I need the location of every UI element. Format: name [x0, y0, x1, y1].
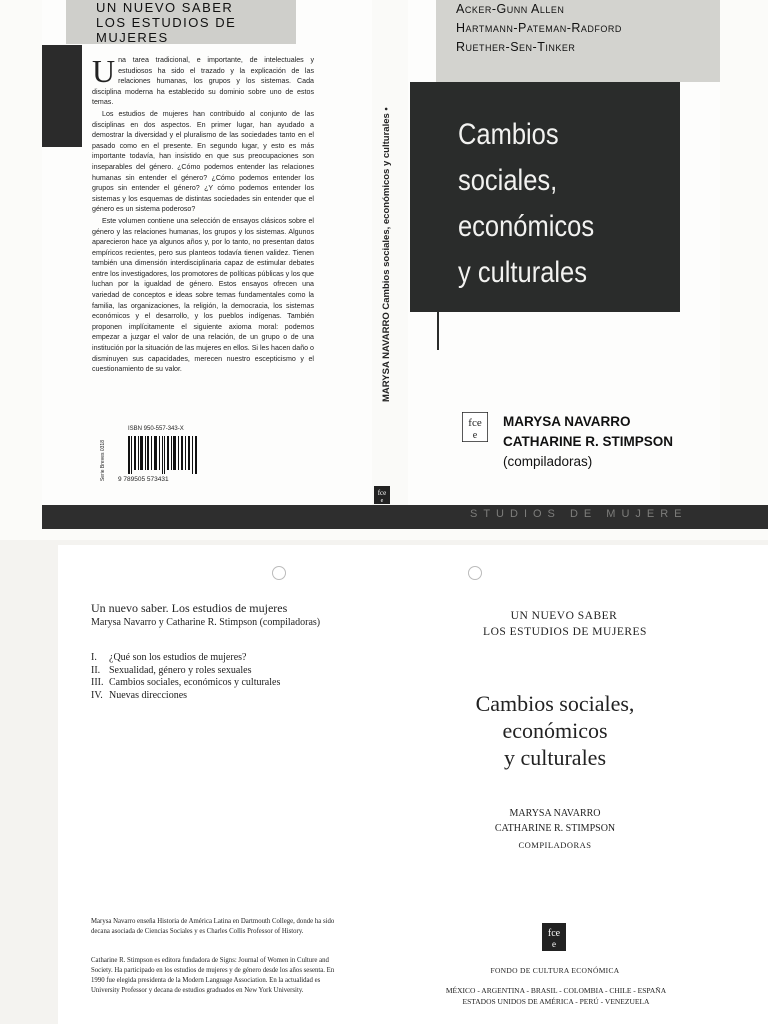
blurb-paragraph: Este volumen contiene una selección de ensayos clásicos sobre el género y las relaciones humanas, los grupos y los sistemas. Algunos aparecieron hace ya algunos años y, por lo tanto, no presentan datos empíricos recientes, pero sus planteos todavía tienen validez. Tienen también una dimensión interdisciplinaria capaz de estimular debates entre los investigadores, los promotores de políticas públicas y los que luchan por la igualdad de género. Estos ensayos ofrecen una variedad de conceptos e ideas sobre temas fundamentales como la familia, las organizaciones, la religión, la democracia, los sistemas económicos y el desarrollo, y los pueblos indígenas. También proponen implícitamente el siguiente axioma moral: podemos empezar a juzgar el valor de una relación, de un grupo o de una institución por la situación de las mujeres en ellos. Si les hacen daño o disminuyen sus capacidades, merecen nuestro escepticismo y el cuestionamiento de su valor.	[92, 216, 315, 374]
title-line: Cambios sociales,	[475, 691, 635, 716]
title-line: Cambios	[458, 118, 559, 151]
title-page-role: COMPILADORAS	[518, 840, 592, 850]
list-item	[91, 665, 280, 678]
barcode-icon	[128, 436, 198, 474]
spine-title: MARYSA NAVARRO Cambios sociales, económicos y culturales •	[381, 107, 392, 403]
title-page-title	[450, 690, 660, 771]
volume-number: II.	[91, 664, 101, 676]
drop-cap: U	[92, 53, 116, 89]
series-line-2: LOS ESTUDIOS DE MUJERES	[96, 15, 237, 45]
left-page-series-title: Un nuevo saber. Los estudios de mujeres	[91, 601, 288, 615]
svg-text:fce: fce	[547, 928, 561, 939]
binding-hole-icon	[272, 566, 286, 580]
front-cover-role: (compiladoras)	[503, 454, 593, 469]
blurb-paragraph: Los estudios de mujeres han contribuido al conjunto de las disciplinas en dos aspectos. En primer lugar, han ayudado a demostrar la diversidad y el pluralismo de las sociedades tanto en el pasado como en el presente. En segundo lugar, y esto es más importante todavía, han insistido en que sus preocupaciones son inseparables del género. ¿Cómo podemos entender las relaciones humanas sin entender el género? ¿Cómo podemos entender los grupos sin entender el género? ¿Y cómo podemos entender los sistemas y los esquemas de distintas sociedades sin entender que el género es un sistema poderoso?	[92, 109, 314, 214]
editor-bio-stimpson: Catharine R. Stimpson es editora fundadora de Signs: Journal of Women in Culture and Society. Ha participado en los estudios de mujeres y de género desde los años sesenta. En 1990 fue elegida presidenta de la Modern Language Association. En la actualidad es University Professor y decana de estudios graduados en New York University.	[91, 957, 335, 994]
svg-text:e: e	[472, 430, 478, 441]
fce-logo-icon	[462, 412, 488, 442]
left-page-editors: Marysa Navarro y Catharine R. Stimpson (compiladoras)	[91, 617, 321, 628]
svg-text:fce: fce	[468, 417, 482, 429]
author-line: Hartmann-Pateman-Radford	[456, 21, 622, 35]
list-item	[91, 652, 280, 665]
volume-number: I.	[91, 652, 97, 663]
volume-number: IV.	[91, 689, 103, 701]
svg-text:fce: fce	[377, 489, 387, 497]
title-line: sociales,	[458, 164, 558, 197]
back-cover-series-header	[66, 0, 296, 44]
blurb-paragraph: na tarea tradicional, e importante, de intelectuales y estudiosos ha sido el trazado y la explicación de las relaciones humanas, los grupos y los sistemas. Cada disciplina moderna ha establecido su dominio sobre uno de estos temas.	[92, 56, 314, 107]
title-page-editor-1: MARYSA NAVARRO	[509, 808, 601, 819]
author-line: Ruether-Sen-Tinker	[456, 40, 576, 54]
svg-text:e: e	[380, 498, 384, 504]
series-line-1: UN NUEVO SABER	[96, 0, 234, 15]
publisher-name: FONDO DE CULTURA ECONÓMICA	[490, 966, 620, 975]
front-cover-title	[458, 112, 645, 296]
list-item	[91, 690, 280, 703]
volume-title: ¿Qué son los estudios de mujeres?	[109, 652, 247, 663]
front-cover-editor-1: MARYSA NAVARRO	[503, 414, 631, 429]
volume-title: Nuevas direcciones	[109, 689, 188, 701]
list-item	[91, 677, 280, 690]
svg-text:e: e	[552, 939, 556, 949]
front-cover-editor-2: CATHARINE R. STIMPSON	[503, 434, 674, 449]
back-cover-dark-tab	[42, 45, 82, 147]
title-line: y culturales	[503, 745, 607, 770]
fce-logo-icon	[374, 486, 390, 504]
title-line: económicos	[502, 718, 608, 743]
title-page-series-line-1: UN NUEVO SABER	[510, 610, 618, 622]
volume-title: Sexualidad, género y roles sexuales	[109, 664, 252, 676]
volume-list	[91, 652, 280, 702]
publisher-countries-line-1: MÉXICO - ARGENTINA - BRASIL - COLOMBIA - CHILE - ESPAÑA	[445, 986, 667, 995]
title-page-editor-2: CATHARINE R. STIMPSON	[494, 823, 616, 834]
fce-logo-icon	[542, 923, 566, 951]
serie-label: Serie Breves 0318	[100, 440, 106, 482]
back-cover-blurb	[92, 55, 314, 376]
front-cover-authors	[436, 0, 720, 82]
barcode-number: 9 789505 573431	[118, 476, 169, 483]
binding-hole-icon	[468, 566, 482, 580]
front-cover-rule	[437, 312, 439, 350]
series-band-label: STUDIOS DE MUJERE	[470, 508, 688, 520]
title-line: y culturales	[458, 256, 587, 289]
volume-number: III.	[91, 677, 104, 688]
isbn: ISBN 950-557-343-X	[128, 426, 184, 432]
volume-title: Cambios sociales, económicos y culturales	[109, 677, 281, 688]
author-line: Acker-Gunn Allen	[456, 2, 565, 16]
title-line: económicos	[458, 210, 595, 243]
editor-bio-navarro: Marysa Navarro enseña Historia de América Latina en Dartmouth College, donde ha sido decana asociada de Ciencias Sociales y es Charles Collis Professor of History.	[91, 918, 335, 935]
title-page-series-line-2: LOS ESTUDIOS DE MUJERES	[483, 626, 647, 638]
publisher-countries-line-2: ESTADOS UNIDOS DE AMÉRICA - PERÚ - VENEZUELA	[462, 997, 650, 1006]
